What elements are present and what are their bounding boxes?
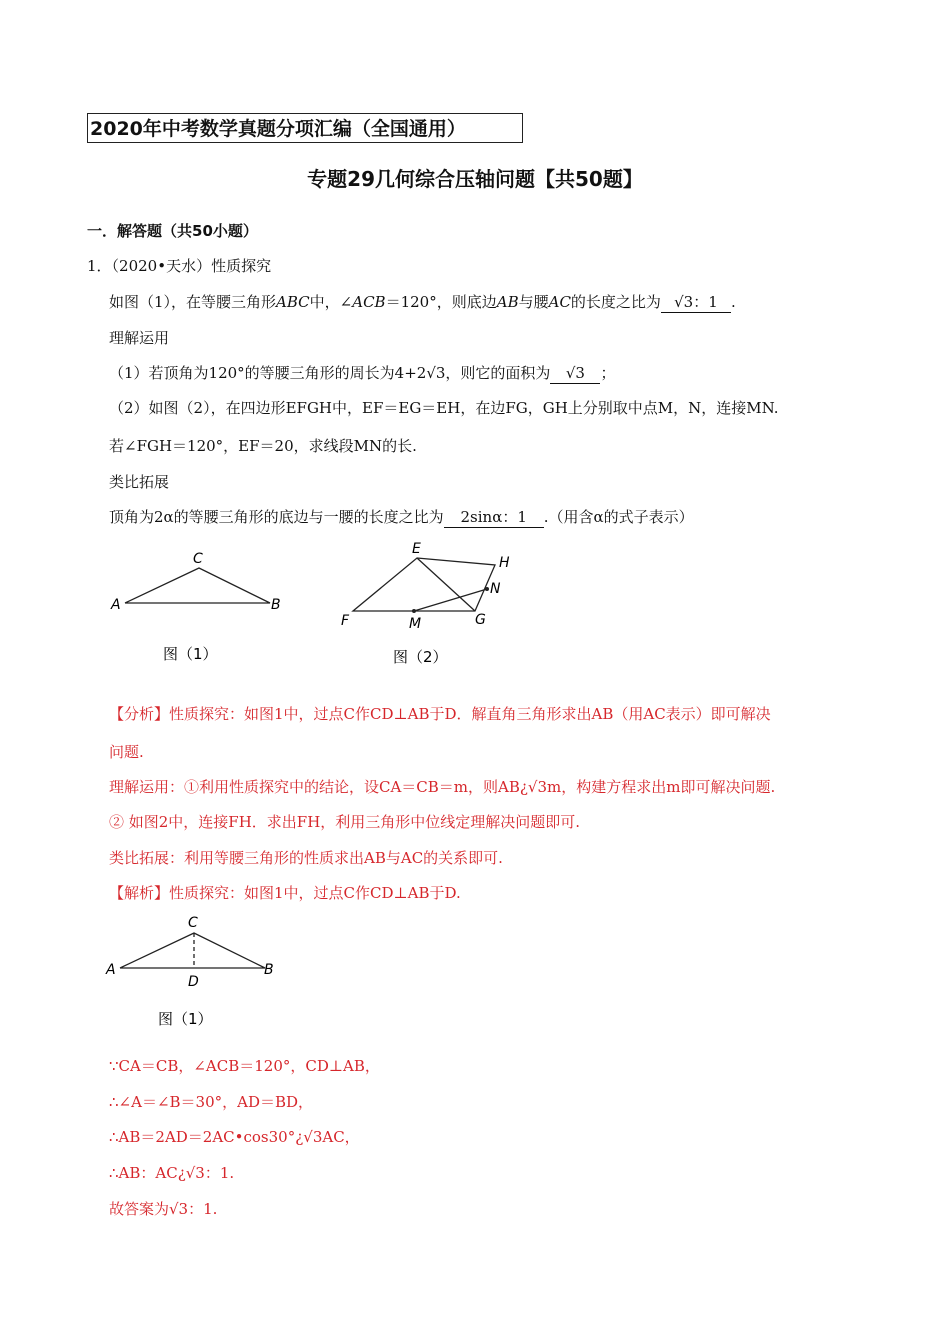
figure-1-triangle: [105, 545, 295, 670]
problem-lead: 1．（2020•天水）性质探究: [87, 257, 272, 275]
figure-3-triangle-altitude: [100, 910, 290, 1035]
label-n: N: [490, 581, 501, 597]
label-d: D: [188, 974, 199, 990]
q1-mid: 中，∠: [309, 293, 353, 311]
analysis-line-5: 类比拓展：利用等腰三角形的性质求出AB与AC的关系即可.: [109, 849, 503, 867]
q1-prefix: 如图（1），在等腰三角形: [109, 293, 277, 311]
label-a: A: [111, 597, 121, 613]
analysis-line-4: ② 如图2中，连接FH．求出FH，利用三角形中位线定理解决问题即可.: [109, 813, 581, 831]
page-title: 专题29几何综合压轴问题【共50题】: [307, 167, 643, 191]
q4-prefix: 顶角为2α的等腰三角形的底边与一腰的长度之比为: [109, 508, 444, 526]
analysis-line-2: 问题.: [109, 743, 144, 761]
label-b: B: [271, 597, 281, 613]
understand-heading: 理解运用: [109, 329, 170, 347]
q1-ac: AC: [548, 293, 571, 311]
q1-abc: ABC: [276, 293, 310, 311]
question-3-line1: （2）如图（2），在四边形EFGH中，EF＝EG＝EH，在边FG，GH上分别取中点M，N，连接MN.: [109, 399, 779, 417]
point-m: [412, 609, 416, 613]
label-c-2: C: [188, 915, 198, 931]
q1-answer: √3：1: [661, 292, 731, 313]
figure-2-quadrilateral: [335, 535, 535, 675]
label-h: H: [499, 555, 510, 571]
solution-line-5: 故答案为√3：1.: [109, 1200, 218, 1218]
solution-line-4: ∴AB：AC¿√3：1.: [109, 1164, 235, 1182]
q1-end: .: [730, 293, 736, 311]
q1-with: 与腰: [518, 293, 549, 311]
triangle-abc: [125, 568, 270, 603]
q4-answer: 2sinα：1: [444, 507, 544, 528]
solution-line-1: ∵CA＝CB，∠ACB＝120°，CD⊥AB，: [109, 1057, 380, 1075]
figure-3-caption: 图（1）: [158, 1010, 213, 1028]
q1-ab: AB: [496, 293, 519, 311]
question-2: [109, 363, 615, 384]
question-1: [109, 292, 736, 313]
label-b-2: B: [264, 962, 274, 978]
q2-text: （1）若顶角为120°的等腰三角形的周长为4+2√3，则它的面积为: [109, 364, 551, 382]
q1-tail: 的长度之比为: [570, 293, 661, 311]
label-c: C: [193, 551, 203, 567]
series-title-box: 2020年中考数学真题分项汇编（全国通用）: [87, 113, 523, 143]
label-g: G: [475, 612, 486, 628]
section-heading: 一．解答题（共50小题）: [87, 222, 258, 240]
question-3-line2: 若∠FGH＝120°，EF＝20，求线段MN的长.: [109, 437, 417, 455]
q4-tail: .（用含α的式子表示）: [543, 508, 694, 526]
segment-eg: [417, 558, 475, 611]
point-n: [485, 587, 489, 591]
q2-answer: √3: [550, 363, 600, 384]
solution-line-2: ∴∠A＝∠B＝30°，AD＝BD，: [109, 1093, 314, 1111]
question-4: [109, 507, 694, 528]
label-a-2: A: [106, 962, 116, 978]
label-f: F: [341, 613, 350, 629]
solution-line-3: ∴AB＝2AD＝2AC•cos30°¿√3AC，: [109, 1128, 360, 1146]
analysis-line-6: 【解析】性质探究：如图1中，过点C作CD⊥AB于D.: [109, 884, 461, 902]
label-e: E: [412, 541, 421, 557]
figure-1-caption: 图（1）: [163, 645, 218, 663]
figure-2-caption: 图（2）: [393, 648, 448, 666]
label-m: M: [409, 616, 422, 632]
analogy-heading: 类比拓展: [109, 473, 170, 491]
analysis-line-1: 【分析】性质探究：如图1中，过点C作CD⊥AB于D．解直角三角形求出AB（用AC表示）即可解决: [109, 705, 771, 723]
triangle-abc-2: [120, 933, 265, 968]
analysis-line-3: 理解运用：①利用性质探究中的结论，设CA＝CB＝m，则AB¿√3m，构建方程求出m即可解决问题.: [109, 778, 776, 796]
q1-acb: ACB: [352, 293, 386, 311]
q2-end: ；: [600, 364, 616, 382]
q1-rest: ＝120°，则底边: [385, 293, 497, 311]
quad-efgh: [353, 558, 495, 611]
